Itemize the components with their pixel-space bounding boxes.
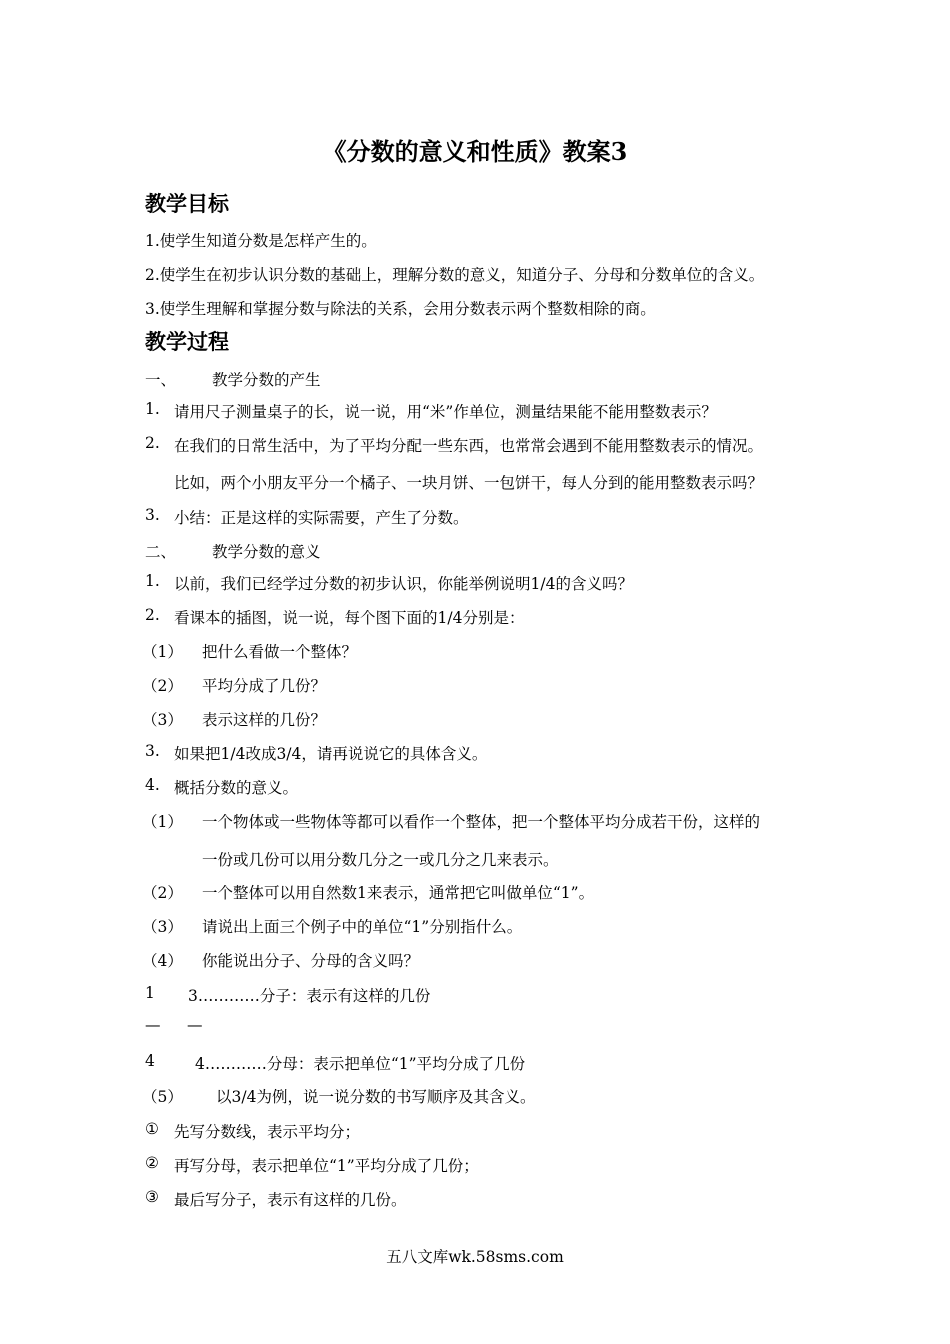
list-number: 2. [145,434,160,452]
numerator-note: 3…………分子：表示有这样的几份 [188,987,431,1005]
list-number: 1. [145,400,160,418]
objective-item: 2.使学生在初步认识分数的基础上，理解分数的意义，知道分子、分母和分数单位的含义。 [145,266,765,284]
list-item: 一个物体或一些物体等都可以看作一个整体，把一个整体平均分成若干份，这样的 [202,813,761,831]
objective-item: 1.使学生知道分数是怎样产生的。 [145,232,377,250]
fraction-line-2: — [187,1016,203,1034]
part-title: 教学分数的产生 [212,371,321,389]
fraction-line: — [145,1016,161,1034]
list-number: ② [145,1154,159,1172]
list-item: 表示这样的几份？ [202,711,327,729]
list-number: 4. [145,776,160,794]
list-number: 1. [145,572,160,590]
list-item: 请说出上面三个例子中的单位“1”分别指什么。 [202,918,523,936]
list-number: （1） [142,643,183,661]
list-item: 概括分数的意义。 [174,779,299,797]
list-number: （5） [142,1088,183,1106]
denominator-note: 4…………分母：表示把单位“1”平均分成了几份 [195,1055,526,1073]
list-item: 先写分数线，表示平均分； [174,1123,361,1141]
list-item: 小结：正是这样的实际需要，产生了分数。 [174,509,469,527]
list-item: 一个整体可以用自然数1来表示，通常把它叫做单位“1”。 [202,884,595,902]
list-item: 如果把1/4改成3/4，请再说说它的具体含义。 [174,745,488,763]
list-number: 3. [145,742,160,760]
list-number: 3. [145,506,160,524]
list-item: 最后写分子，表示有这样的几份。 [174,1191,407,1209]
fraction-denominator: 4 [145,1052,155,1070]
list-number: ① [145,1120,159,1138]
list-item: 看课本的插图，说一说，每个图下面的1/4分别是： [174,609,525,627]
list-number: （2） [142,884,183,902]
objective-item: 3.使学生理解和掌握分数与除法的关系，会用分数表示两个整数相除的商。 [145,300,656,318]
part-title: 教学分数的意义 [212,543,321,561]
list-item: 把什么看做一个整体？ [202,643,358,661]
list-item: 在我们的日常生活中，为了平均分配一些东西，也常常会遇到不能用整数表示的情况。 [174,437,764,455]
list-item: 以前，我们已经学过分数的初步认识，你能举例说明1/4的含义吗？ [174,575,633,593]
list-number: （3） [142,918,183,936]
list-item: 再写分母，表示把单位“1”平均分成了几份； [174,1157,479,1175]
part-marker: 一、 [145,371,177,389]
list-number: （2） [142,677,183,695]
section-heading-objectives: 教学目标 [145,191,229,216]
list-item: 你能说出分子、分母的含义吗？ [202,952,420,970]
list-number: （1） [142,813,183,831]
section-heading-process: 教学过程 [145,329,229,354]
part-marker: 二、 [145,543,177,561]
list-item: 一份或几份可以用分数几分之一或几分之几来表示。 [202,851,559,869]
list-number: 2. [145,606,160,624]
page-footer: 五八文库wk.58sms.com [386,1248,564,1266]
list-number: ③ [145,1188,159,1206]
list-item: 请用尺子测量桌子的长，说一说，用“米”作单位，测量结果能不能用整数表示？ [174,403,717,421]
list-item: 平均分成了几份？ [202,677,327,695]
list-item: 以3/4为例，说一说分数的书写顺序及其含义。 [216,1088,536,1106]
document-title: 《分数的意义和性质》教案3 [322,137,628,166]
fraction-numerator: 1 [145,984,155,1002]
list-item: 比如，两个小朋友平分一个橘子、一块月饼、一包饼干，每人分到的能用整数表示吗？ [174,474,764,492]
list-number: （4） [142,952,183,970]
list-number: （3） [142,711,183,729]
